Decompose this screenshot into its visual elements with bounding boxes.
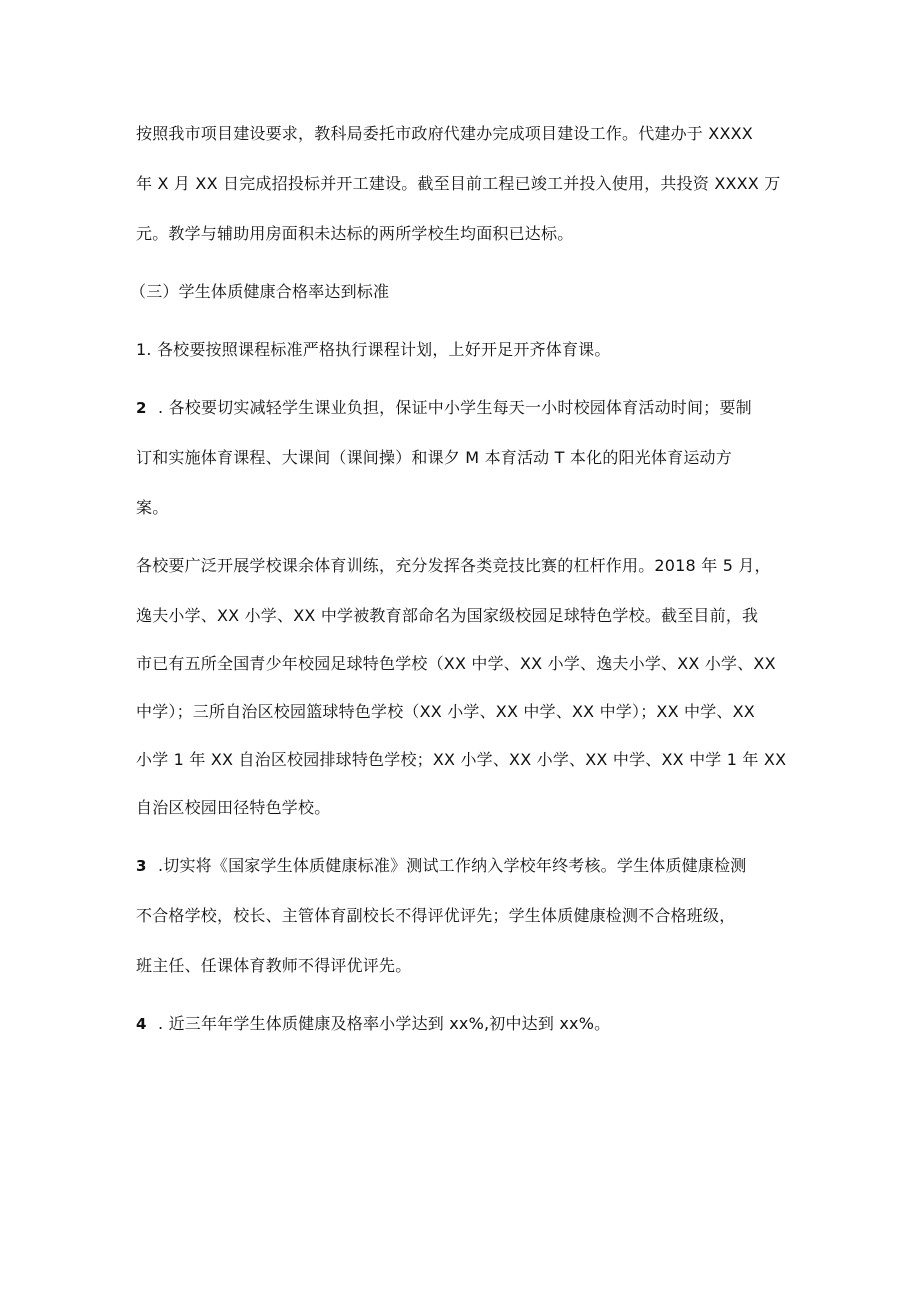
list-item-number: 4 xyxy=(136,1015,147,1033)
text-line: . 各校要切实减轻学生课业负担，保证中小学生每天一小时校园体育活动时间；要制 xyxy=(158,398,752,417)
list-item-1: 1. 各校要按照课程标准严格执行课程计划，上好开足开齐体育课。 xyxy=(136,340,611,359)
list-item-number: 3 xyxy=(136,857,147,875)
text-line: 订和实施体育课程、大课间（课间操）和课夕 M 本育活动 T 本化的阳光体育运动方 xyxy=(136,448,732,467)
text-line: .切实将《国家学生体质健康标准》测试工作纳入学校年终考核。学生体质健康检测 xyxy=(158,856,747,875)
text-line: 小学 1 年 XX 自治区校园排球特色学校；XX 小学、XX 小学、XX 中学、XX 中学 1 年 XX xyxy=(136,750,787,769)
text-line: 按照我市项目建设要求，教科局委托市政府代建办完成项目建设工作。代建办于 XXXX xyxy=(136,124,753,143)
text-line: 元。教学与辅助用房面积未达标的两所学校生均面积已达标。 xyxy=(136,224,574,243)
text-line: 自治区校园田径特色学校。 xyxy=(136,798,331,817)
text-line: . 近三年年学生体质健康及格率小学达到 xx%,初中达到 xx%。 xyxy=(158,1014,611,1033)
list-item-number: 2 xyxy=(136,399,147,417)
text-line: 市已有五所全国青少年校园足球特色学校（XX 中学、XX 小学、逸夫小学、XX 小学、XX xyxy=(136,654,776,673)
section-heading: （三）学生体质健康合格率达到标准 xyxy=(130,282,390,301)
text-line: 各校要广泛开展学校课余体育训练，充分发挥各类竞技比赛的杠杆作用。2018 年 5 月， xyxy=(136,556,771,575)
text-line: 逸夫小学、XX 小学、XX 中学被教育部命名为国家级校园足球特色学校。截至目前，我 xyxy=(136,606,759,625)
text-line: 中学）；三所自治区校园篮球特色学校（XX 小学、XX 中学、XX 中学）；XX 中学、XX xyxy=(136,702,755,721)
text-line: 不合格学校，校长、主管体育副校长不得评优评先；学生体质健康检测不合格班级， xyxy=(136,906,736,925)
text-line: 班主任、任课体育教师不得评优评先。 xyxy=(136,956,412,975)
text-line: 案。 xyxy=(136,498,169,517)
text-line: 年 X 月 XX 日完成招投标并开工建设。截至目前工程已竣工并投入使用，共投资 XXXX 万 xyxy=(136,174,781,193)
